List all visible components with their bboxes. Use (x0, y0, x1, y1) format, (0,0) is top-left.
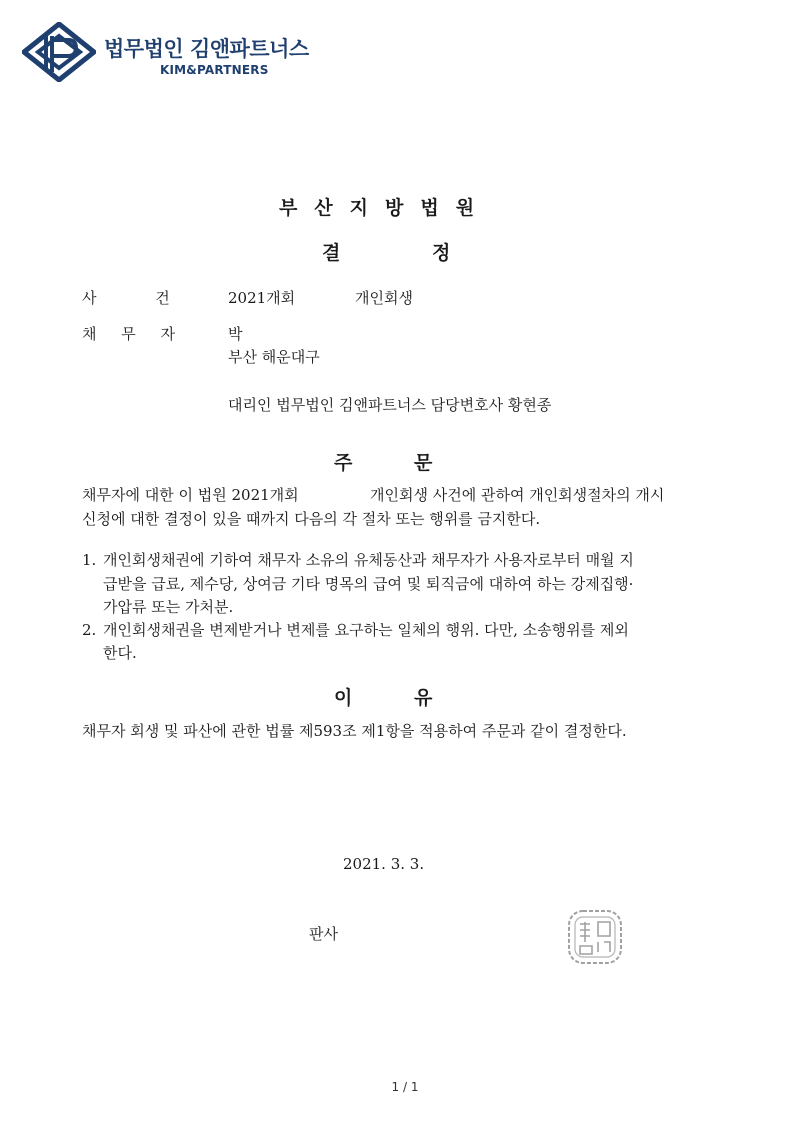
court-name: 부산지방법원 (278, 197, 492, 219)
case-label: 사 건 (82, 289, 170, 307)
debtor-address: 부산 해운대구 (228, 348, 320, 366)
order-text-line2: 신청에 대한 결정이 있을 때까지 다음의 각 절차 또는 행위를 금지한다. (82, 510, 541, 528)
reason-text: 채무자 회생 및 파산에 관한 법률 제593조 제1항을 적용하여 주문과 같이 결정한다. (82, 722, 627, 740)
title-char-1: 결 (322, 242, 341, 264)
debtor-name: 박 (228, 325, 243, 343)
list-item-1-line-1: 개인회생채권에 기하여 채무자 소유의 유체동산과 채무자가 사용자로부터 매월 지 (103, 551, 634, 569)
order-heading-char-1: 주 (334, 452, 353, 474)
decision-date: 2021. 3. 3. (343, 855, 425, 873)
list-item-1-number: 1. (82, 551, 97, 569)
order-text-part2: 개인회생 사건에 관하여 개인회생절차의 개시 (370, 486, 665, 504)
firm-name-english: KIM&PARTNERS (160, 63, 269, 77)
firm-logo-icon (22, 22, 96, 82)
title-char-2: 정 (432, 242, 451, 264)
judge-seal-icon (566, 908, 624, 966)
reason-heading-char-2: 유 (414, 687, 433, 709)
firm-name-korean: 법무법인 김앤파트너스 (104, 37, 309, 61)
case-number: 2021개회 (228, 289, 296, 307)
order-text-part1: 채무자에 대한 이 법원 2021개회 (82, 486, 299, 504)
list-item-1-line-2: 급받을 급료, 제수당, 상여금 기타 명목의 급여 및 퇴직금에 대하여 하는 강제집행· (103, 575, 634, 593)
page-number: 1 / 1 (391, 1080, 419, 1094)
list-item-1-line-3: 가압류 또는 가처분. (103, 598, 234, 616)
judge-label: 판사 (309, 925, 338, 943)
list-item-2-line-2: 한다. (103, 644, 137, 662)
list-item-2-line-1: 개인회생채권을 변제받거나 변제를 요구하는 일체의 행위. 다만, 소송행위를 제외 (103, 621, 629, 639)
debtor-label: 채 무 자 (82, 325, 176, 343)
reason-heading-char-1: 이 (334, 687, 353, 709)
case-name: 개인회생 (355, 289, 413, 307)
list-item-2-number: 2. (82, 621, 97, 639)
order-heading-char-2: 문 (414, 452, 433, 474)
representative: 대리인 법무법인 김앤파트너스 담당변호사 황현종 (228, 396, 552, 414)
